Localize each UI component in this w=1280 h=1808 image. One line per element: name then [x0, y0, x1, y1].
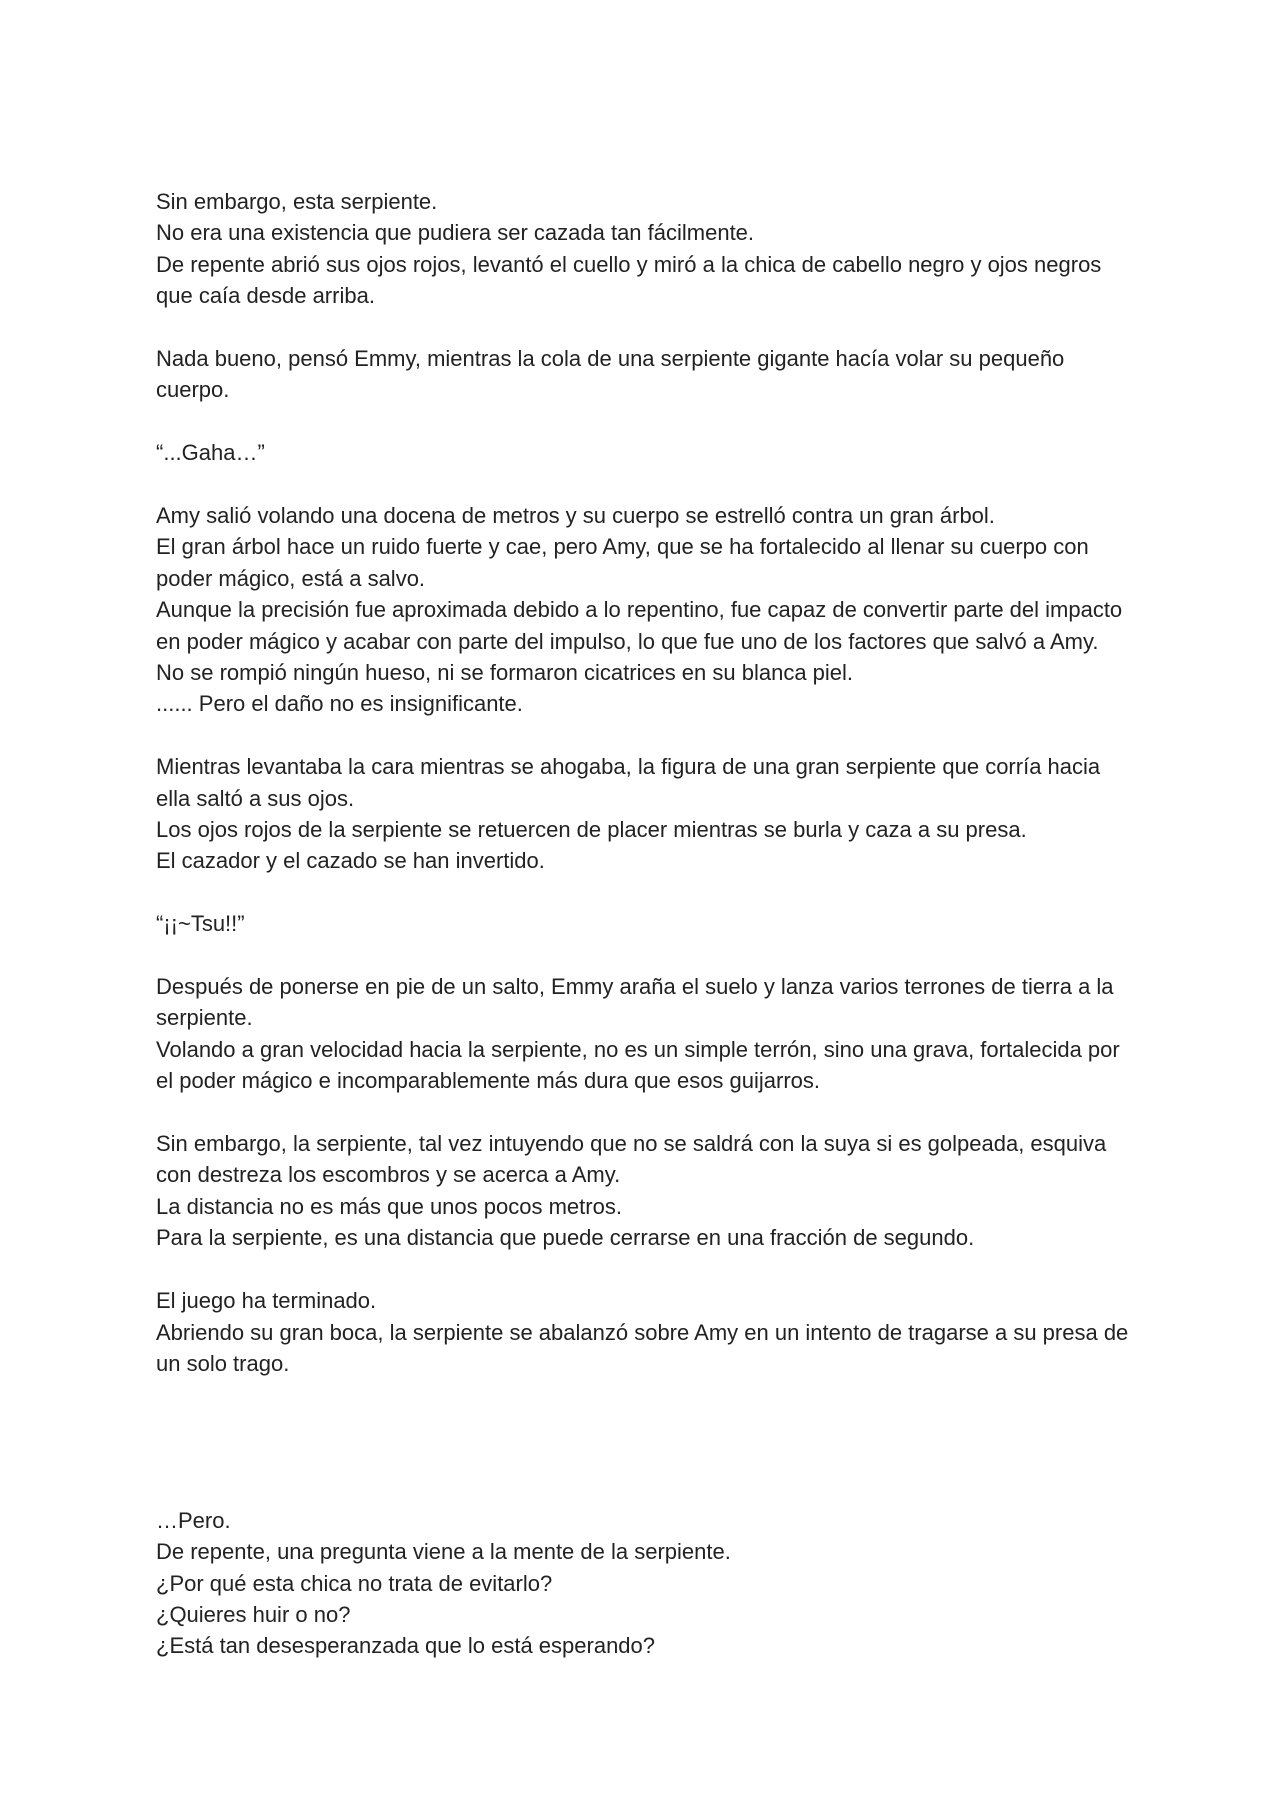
text-line: El gran árbol hace un ruido fuerte y cae, pero Amy, que se ha fortalecido al llenar su cuerpo con poder mágico, está a salvo. [156, 534, 1095, 591]
text-line: Para la serpiente, es una distancia que puede cerrarse en una fracción de segundo. [156, 1225, 975, 1251]
text-line: Sin embargo, esta serpiente. [156, 189, 438, 214]
paragraph [156, 1505, 1136, 1662]
paragraph [156, 751, 1136, 877]
paragraph [156, 908, 1136, 939]
text-line: De repente abrió sus ojos rojos, levantó el cuello y miró a la chica de cabello negro y ojos negros que caía desde arriba. [156, 251, 1108, 309]
text-line: “...Gaha…” [156, 440, 265, 466]
paragraph [156, 1285, 1136, 1379]
text-line: De repente, una pregunta viene a la mente de la serpiente. [156, 1539, 731, 1565]
paragraph [156, 343, 1136, 406]
story-section-after-break [156, 1505, 1136, 1662]
text-line: ¿Está tan desesperanzada que lo está esperando? [156, 1633, 656, 1659]
document-body [156, 186, 1136, 1693]
text-line: Abriendo su gran boca, la serpiente se abalanzó sobre Amy en un intento de tragarse a su presa de un solo trago. [156, 1319, 1135, 1376]
paragraph [156, 971, 1136, 1097]
text-line: Los ojos rojos de la serpiente se retuercen de placer mientras se burla y caza a su presa. [156, 817, 1027, 843]
text-line: Después de ponerse en pie de un salto, Emmy araña el suelo y lanza varios terrones de tierra a la serpiente. [156, 974, 1120, 1031]
text-line: El juego ha terminado. [156, 1288, 377, 1314]
text-line: …Pero. [156, 1507, 231, 1533]
paragraph [156, 1128, 1136, 1254]
text-line: Mientras levantaba la cara mientras se ahogaba, la figura de una gran serpiente que corría hacia ella saltó a sus ojos. [156, 754, 1107, 811]
paragraph [156, 186, 1136, 312]
text-line: Nada bueno, pensó Emmy, mientras la cola de una serpiente gigante hacía volar su pequeño cuerpo. [156, 346, 1071, 403]
text-line: Amy salió volando una docena de metros y su cuerpo se estrelló contra un gran árbol. [156, 503, 995, 529]
text-line: Volando a gran velocidad hacia la serpiente, no es un simple terrón, sino una grava, fortalecida por el poder mágico e incomparablemente más dura que esos guijarros. [156, 1036, 1126, 1094]
text-line: ¿Por qué esta chica no trata de evitarlo? [156, 1570, 553, 1596]
paragraph [156, 437, 1136, 468]
text-line: El cazador y el cazado se han invertido. [156, 848, 545, 874]
text-line: Aunque la precisión fue aproximada debido a lo repentino, fue capaz de convertir parte del impacto en poder mágico y acabar con parte del impulso, lo que fue uno de los factores que salvó a Amy. [156, 597, 1129, 654]
text-line: La distancia no es más que unos pocos metros. [156, 1193, 622, 1219]
text-line: “¡¡~Tsu!!” [156, 911, 245, 937]
story-section-before-break [156, 186, 1136, 1379]
text-line: Sin embargo, la serpiente, tal vez intuyendo que no se saldrá con la suya si es golpeada, esquiva con destreza los escombros y se acerca a Amy. [156, 1131, 1113, 1188]
text-line: ...... Pero el daño no es insignificante. [156, 691, 523, 717]
section-break-spacer [156, 1411, 1136, 1505]
text-line: No se rompió ningún hueso, ni se formaron cicatrices en su blanca piel. [156, 660, 854, 686]
paragraph [156, 500, 1136, 720]
text-line: No era una existencia que pudiera ser cazada tan fácilmente. [156, 220, 755, 246]
text-line: ¿Quieres huir o no? [156, 1601, 351, 1627]
